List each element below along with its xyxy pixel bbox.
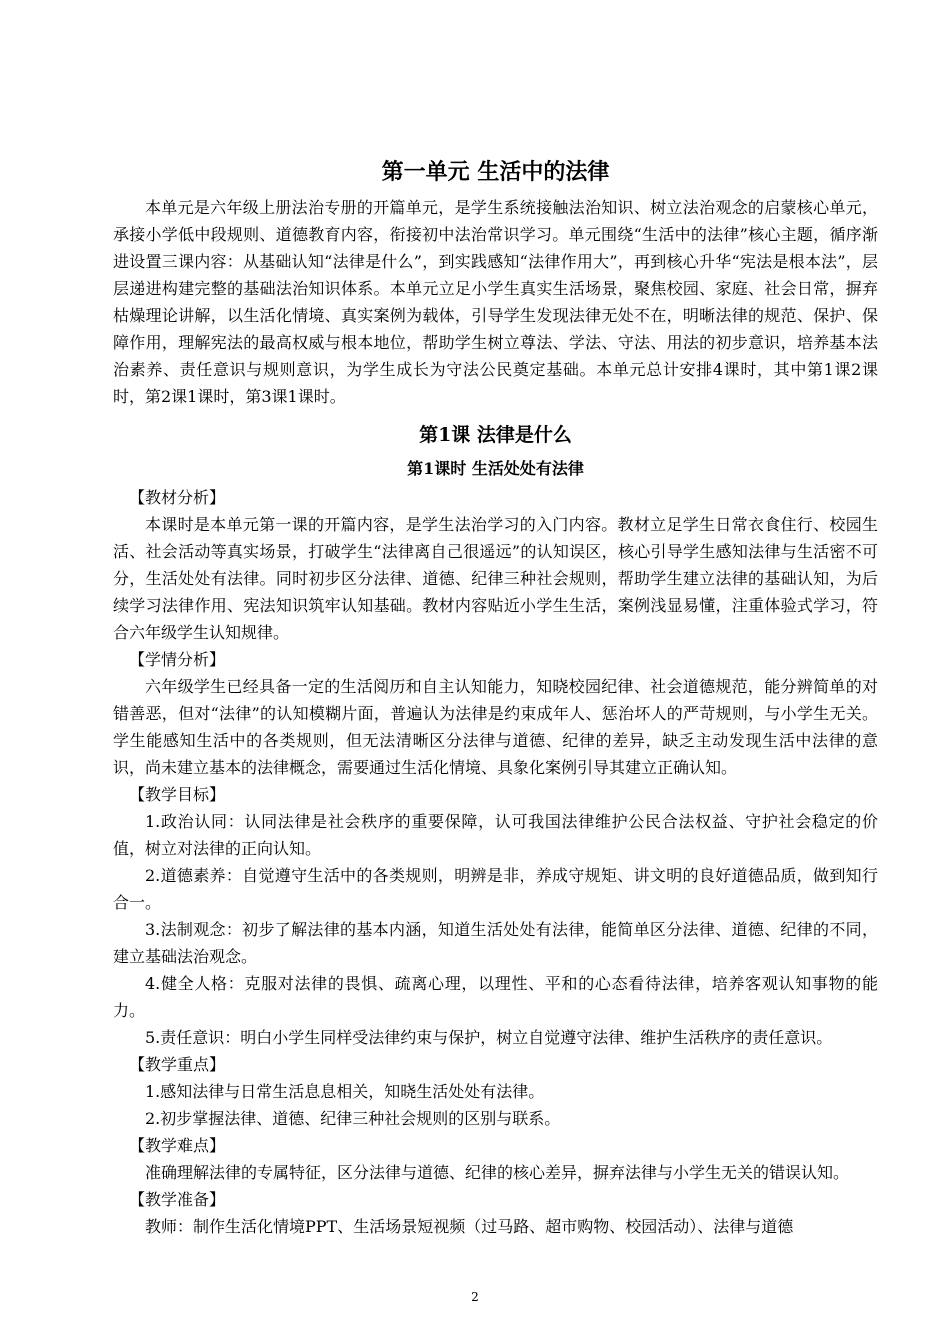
goal-item: 5.责任意识：明白小学生同样受法律约束与保护，树立自觉遵守法律、维护生活秩序的责任意识。 bbox=[145, 1028, 833, 1047]
focus-item: 2.初步掌握法律、道德、纪律三种社会规则的区别与联系。 bbox=[145, 1109, 561, 1128]
page-content bbox=[113, 156, 878, 1240]
unit-title: 第一单元 生活中的法律 bbox=[381, 159, 610, 185]
prep-paragraph: 教师：制作生活化情境PPT、生活场景短视频（过马路、超市购物、校园活动）、法律与道德 bbox=[145, 1217, 794, 1236]
section-label-prep: 【教学准备】 bbox=[129, 1190, 226, 1209]
period-title: 第1课时 生活处处有法律 bbox=[407, 459, 584, 478]
section-label-goals: 【教学目标】 bbox=[129, 785, 226, 804]
lesson-title: 第1课 法律是什么 bbox=[419, 424, 572, 446]
page-number: 2 bbox=[471, 1290, 479, 1304]
goal-item: 1.政治认同：认同法律是社会秩序的重要保障，认可我国法律维护公民合法权益、守护社会稳定的价值，树立对法律的正向认知。 bbox=[113, 812, 878, 858]
focus-item: 1.感知法律与日常生活息息相关，知晓生活处处有法律。 bbox=[145, 1082, 545, 1101]
section-label-textbook: 【教材分析】 bbox=[129, 488, 226, 507]
goal-item: 4.健全人格：克服对法律的畏惧、疏离心理，以理性、平和的心态看待法律，培养客观认知事物的能力。 bbox=[113, 974, 878, 1020]
section-label-student: 【学情分析】 bbox=[129, 650, 226, 669]
section-label-focus: 【教学重点】 bbox=[129, 1055, 226, 1074]
textbook-analysis-paragraph: 本课时是本单元第一课的开篇内容，是学生法治学习的入门内容。教材立足学生日常衣食住行、校园生活、社会活动等真实场景，打破学生“法律离自己很遥远”的认知误区，核心引导学生感知法律与生活密不可分，生活处处有法律。同时初步区分法律、道德、纪律三种社会规则，帮助学生建立法律的基础认知，为后续学习法律作用、宪法知识筑牢认知基础。教材内容贴近小学生生活，案例浅显易懂，注重体验式学习，符合六年级学生认知规律。 bbox=[113, 515, 878, 642]
unit-intro-paragraph: 本单元是六年级上册法治专册的开篇单元，是学生系统接触法治知识、树立法治观念的启蒙核心单元，承接小学低中段规则、道德教育内容，衔接初中法治常识学习。单元围绕“生活中的法律”核心主题，循序渐进设置三课内容：从基础认知“法律是什么”，到实践感知“法律作用大”，再到核心升华“宪法是根本法”，层层递进构建完整的基础法治知识体系。本单元立足小学生真实生活场景，聚焦校园、家庭、社会日常，摒弃枯燥理论讲解，以生活化情境、真实案例为载体，引导学生发现法律无处不在，明晰法律的规范、保护、保障作用，理解宪法的最高权威与根本地位，帮助学生树立尊法、学法、守法、用法的初步意识，培养基本法治素养、责任意识与规则意识，为学生成长为守法公民奠定基础。本单元总计安排4课时，其中第1课2课时，第2课1课时，第3课1课时。 bbox=[113, 198, 878, 406]
goal-item: 3.法制观念：初步了解法律的基本内涵，知道生活处处有法律，能简单区分法律、道德、纪律的不同，建立基础法治观念。 bbox=[113, 920, 878, 966]
difficulty-paragraph: 准确理解法律的专属特征，区分法律与道德、纪律的核心差异，摒弃法律与小学生无关的错误认知。 bbox=[145, 1163, 850, 1182]
section-label-difficulty: 【教学难点】 bbox=[129, 1136, 226, 1155]
student-analysis-paragraph: 六年级学生已经具备一定的生活阅历和自主认知能力，知晓校园纪律、社会道德规范，能分辨简单的对错善恶，但对“法律”的认知模糊片面，普遍认为法律是约束成年人、惩治坏人的严苛规则，与小学生无关。学生能感知生活中的各类规则，但无法清晰区分法律与道德、纪律的差异，缺乏主动发现生活中法律的意识，尚未建立基本的法律概念，需要通过生活化情境、具象化案例引导其建立正确认知。 bbox=[113, 677, 878, 777]
goal-item: 2.道德素养：自觉遵守生活中的各类规则，明辨是非，养成守规矩、讲文明的良好道德品质，做到知行合一。 bbox=[113, 866, 878, 912]
